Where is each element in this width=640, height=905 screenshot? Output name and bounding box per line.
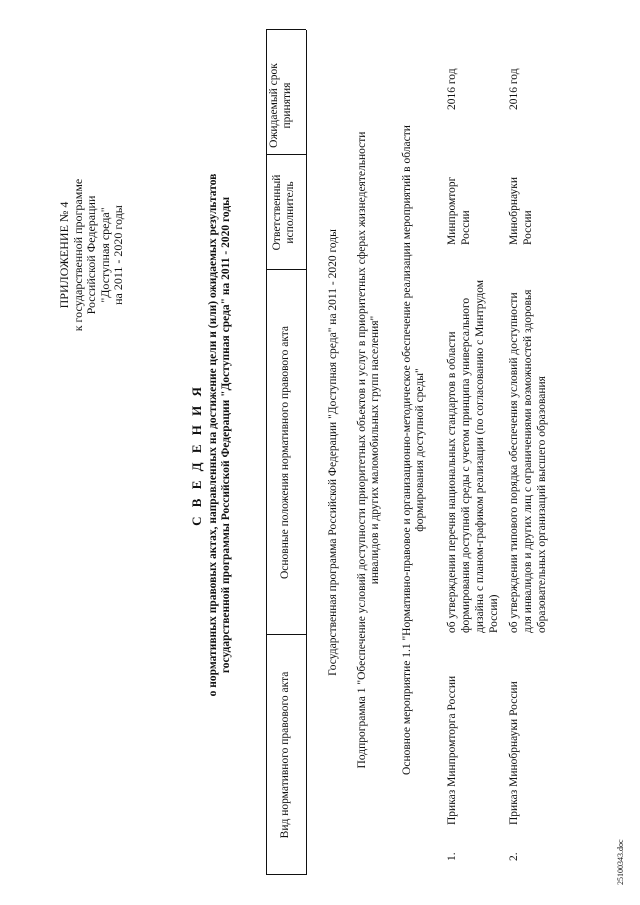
row-number: 1. — [446, 852, 458, 861]
table-right-border — [266, 29, 306, 30]
column-divider — [266, 154, 306, 155]
appendix-line: на 2011 - 2020 годы — [111, 205, 125, 305]
appendix-line: "Доступная среда" — [97, 207, 112, 303]
row-provisions: об утверждении типового порядка обеспечения условий доступности для инвалидов и других лиц с ограничениями возможностей здоровья образовательных организаций высшего образования — [508, 289, 548, 633]
subtitle-line: о нормативных правовых актах, направленных на достижение цели и (или) ожидаемых результатов — [207, 173, 219, 697]
table-header-bottom-border — [306, 30, 307, 875]
row-provisions: об утверждении перечня национальных стандартов в области формирования доступной среды с учетом принципа универсального дизайна с планом-графиком реализации (по согласованию с Минтрудом России) — [446, 279, 500, 633]
subtitle-line: государственной программы Российской Федерации "Доступная среда" на 2011 - 2020 годы — [220, 196, 232, 674]
header-act-type: Вид нормативного правового акта — [279, 671, 291, 839]
row-term: 2016 год — [508, 68, 520, 110]
subprogram-heading: Подпрограмма 1 "Обеспечение условий доступности приоритетных объектов и услуг в приоритетных сферах жизнедеятельности инвалидов и других маломобильных групп населения" — [356, 131, 381, 769]
document-title: С В Е Д Е Н И Я — [189, 384, 204, 526]
appendix-block — [58, 105, 126, 405]
row-executor: Минпромторг России — [446, 176, 472, 245]
column-divider — [266, 269, 306, 270]
column-divider — [266, 634, 306, 635]
footer-filename: 25100343.doc — [616, 839, 625, 885]
header-term: Ожидаемый срок принятия — [268, 63, 293, 148]
row-term: 2016 год — [446, 68, 458, 110]
table-top-border — [266, 30, 267, 875]
row-act-type: Приказ Минпромторга России — [446, 675, 458, 825]
measure-heading: Основное мероприятие 1.1 "Нормативно-правовое и организационно-методическое обеспечение реализации мероприятий в области формирования доступной среды" — [401, 125, 426, 775]
table-left-border — [266, 874, 306, 875]
program-heading: Государственная программа Российской Федерации "Доступная среда" на 2011 - 2020 годы — [327, 229, 339, 676]
header-executor: Ответственный исполнитель — [271, 174, 296, 251]
header-provisions: Основные положения нормативного правового акта — [279, 325, 291, 580]
row-executor: Минобрнауки России — [508, 176, 534, 245]
row-act-type: Приказ Минобрнауки России — [508, 681, 520, 825]
appendix-line: Российской Федерации — [84, 195, 98, 315]
row-number: 2. — [508, 852, 520, 861]
appendix-number: ПРИЛОЖЕНИЕ № 4 — [57, 201, 71, 309]
document-subtitle — [207, 115, 233, 755]
appendix-line: к государственной программе — [70, 178, 85, 332]
